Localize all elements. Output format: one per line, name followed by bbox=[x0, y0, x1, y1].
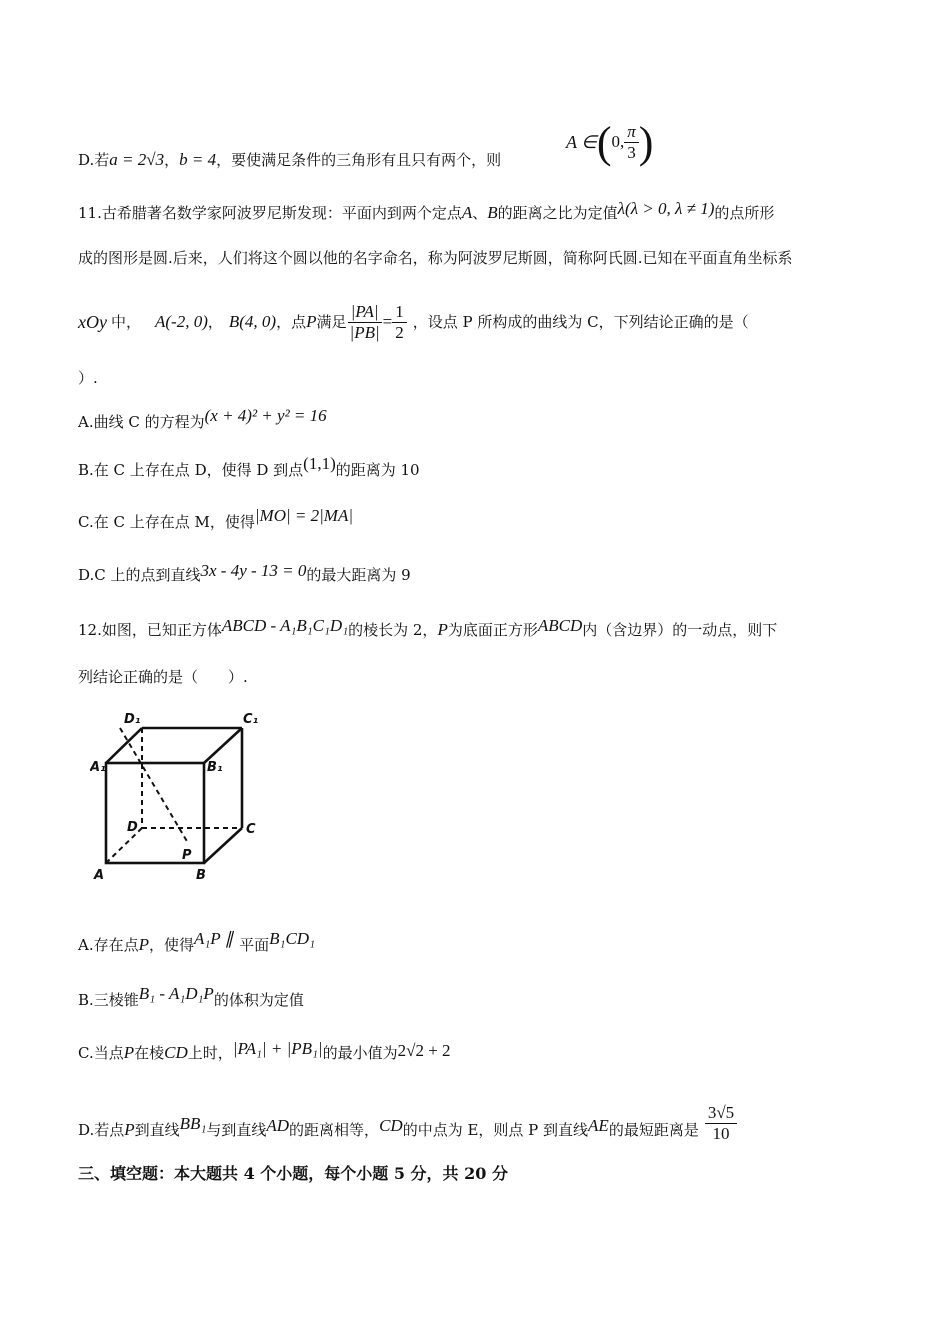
q11-line-3: xOy 中， A(-2, 0) ， B(4, 0) ，点 P 满足 $\frac{|PA|}{|PB|}$ = $\frac{1}{2}$ ，设点 P 所构成的曲线为 C，下列结论正确的是（ bbox=[78, 301, 749, 342]
q12-option-c: C.当点P在棱CD上时，|PA₁| + |PB₁|的最小值为2√2 + 2 bbox=[78, 1039, 451, 1062]
q11-option-c: C.在 C 上存在点 M，使得|MO| = 2|MA| bbox=[78, 506, 354, 531]
label-a1: A₁ bbox=[90, 760, 106, 775]
q11-option-d: D.C 上的点到直线3x - 4y - 13 = 0的最大距离为 9 bbox=[78, 561, 411, 584]
q10-option-d: D.若a = 2√3，b = 4，要使满足条件的三角形有且只有两个，则 bbox=[78, 150, 502, 169]
q11-option-b: B.在 C 上存在点 D，使得 D 到点(1,1)的距离为 10 bbox=[78, 454, 420, 479]
cube-figure bbox=[90, 705, 280, 885]
label-d1: D₁ bbox=[124, 712, 141, 727]
label-b1: B₁ bbox=[207, 760, 223, 775]
edge-b1-c1 bbox=[204, 728, 242, 763]
answer-fraction: $\frac{3√5}{10}$ bbox=[705, 1103, 737, 1144]
q12-option-d: D.若点 P 到直线 BB₁ 与到直线 AD 的距离相等， CD 的中点为 E，则点 P 到直线 AE 的最短距离是 $\frac{3√5}{10}$ bbox=[78, 1088, 737, 1144]
edge-b-c bbox=[204, 828, 242, 863]
half-fraction: $\frac{1}{2}$ bbox=[392, 302, 407, 343]
ratio-fraction: $\frac{|PA|}{|PB|}$ bbox=[349, 301, 380, 342]
q11-line-2: 成的图形是圆.后来，人们将这个圆以他的名字命名，称为阿波罗尼斯圆，简称阿氏圆.已知在平面直角坐标系 bbox=[78, 249, 793, 267]
q12-option-b: B.三棱锥B₁ - A₁D₁P的体积为定值 bbox=[78, 984, 304, 1009]
q12-line-2: 列结论正确的是（ ）. bbox=[78, 668, 248, 686]
label-c: C bbox=[246, 822, 256, 837]
q11-line-4: ）. bbox=[78, 369, 98, 387]
section-3-heading: 三、填空题：本大题共 4 个小题，每个小题 5 分，共 20 分 bbox=[78, 1164, 508, 1183]
label-p: P bbox=[182, 848, 192, 863]
label-a: A bbox=[94, 868, 105, 883]
label-b: B bbox=[196, 868, 206, 883]
q10-option-d-conclusion: A ∈ ( 0, $\frac{\pi}{3}$ ) bbox=[566, 117, 654, 167]
q12-line-1: 12.如图，已知正方体ABCD - A₁B₁C₁D₁的棱长为 2，P为底面正方形ABCD内（含边界）的一动点，则下 bbox=[78, 616, 778, 639]
q12-option-a: A.存在点P，使得A₁P ∥ 平面B₁CD₁ bbox=[78, 929, 315, 954]
label-c1: C₁ bbox=[243, 712, 259, 727]
label-d: D bbox=[127, 820, 138, 835]
q11-option-a: A.曲线 C 的方程为(x + 4)² + y² = 16 bbox=[78, 406, 327, 431]
edge-a1-d1 bbox=[106, 728, 142, 763]
q11-line-1: 11.古希腊著名数学家阿波罗尼斯发现：平面内到两个定点A、B的距离之比为定值λ(λ > 0, λ ≠ 1)的点所形 bbox=[78, 199, 775, 222]
